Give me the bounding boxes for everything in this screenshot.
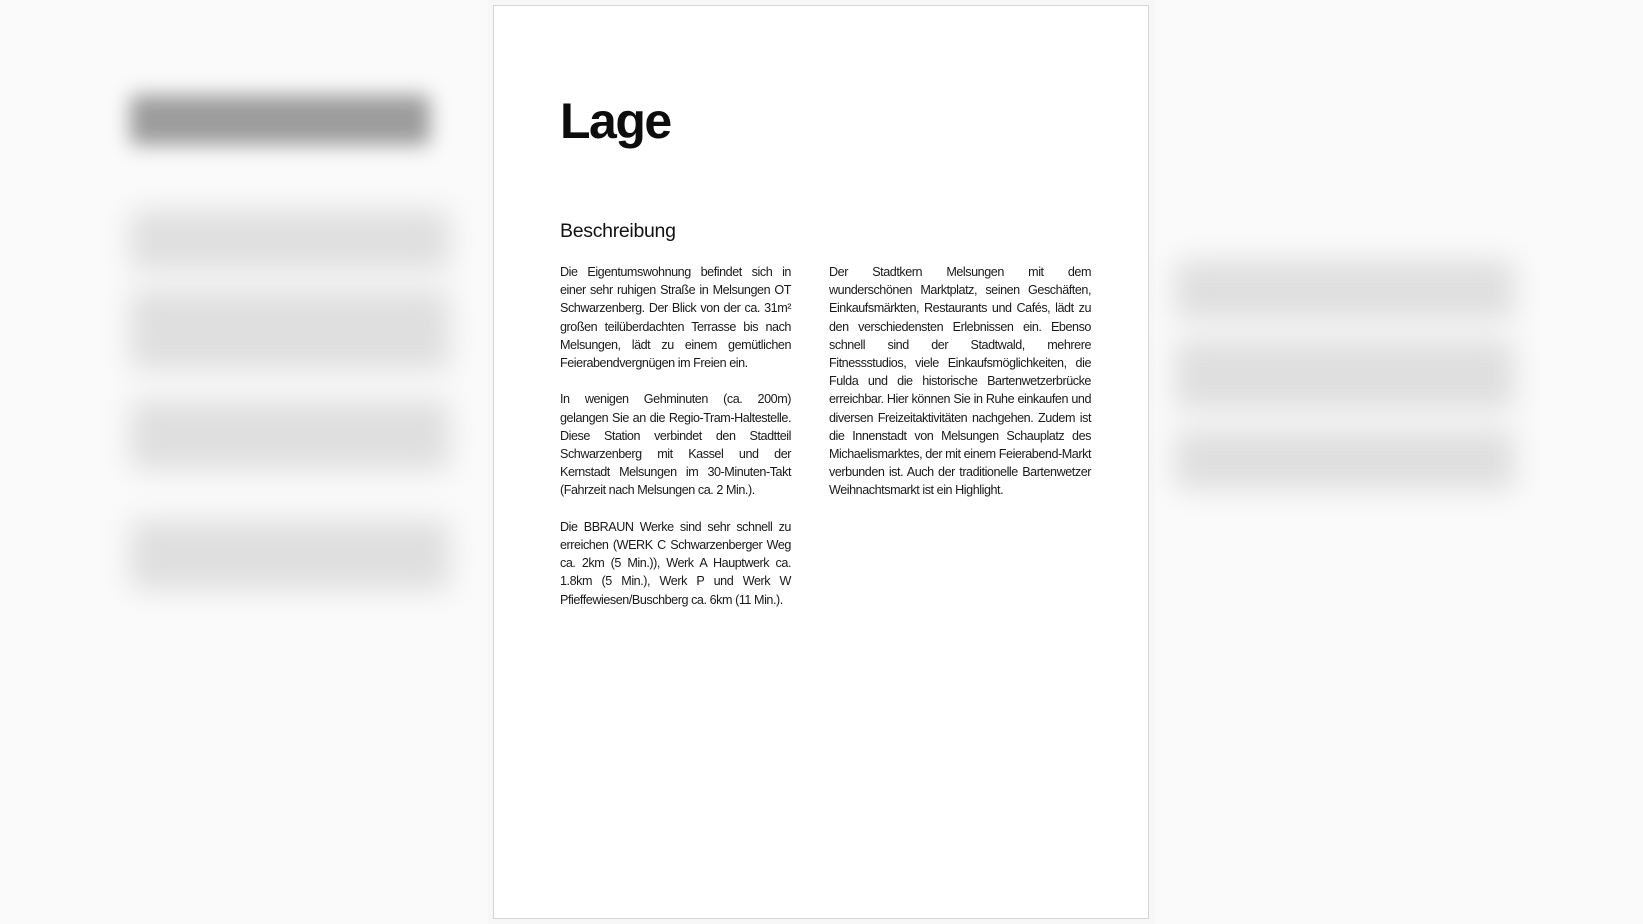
blurred-text-block (130, 290, 450, 370)
next-page-blurred (1155, 0, 1643, 924)
paragraph: Die BBRAUN Werke sind sehr schnell zu erreichen (WERK C Schwarzenberger Weg ca. 2km (5 Min.)), Werk A Hauptwerk ca. 1.8km (5 Min.), Werk P und Werk W Pfieffewiesen/Buschberg ca. 6km (11 Min.). (560, 519, 791, 607)
blurred-text-block (1175, 340, 1515, 410)
blurred-title (130, 95, 430, 145)
document-page (493, 5, 1149, 919)
paragraph: Die Eigentumswohnung befindet sich in einer sehr ruhigen Straße in Melsungen OT Schwarzenberg. Der Blick von der ca. 31m² großen teilüberdachten Terrasse bis nach Melsungen, lädt zu einem gemütlichen Feierabendvergnügen im Freien ein. (560, 265, 791, 371)
blurred-text-block (1175, 260, 1515, 320)
blurred-text-block (1175, 430, 1515, 490)
blurred-text-block (130, 520, 450, 590)
text-column-right (829, 263, 1091, 500)
blurred-text-block (130, 400, 450, 470)
paragraph: In wenigen Gehminuten (ca. 200m) gelangen Sie an die Regio-Tram-Haltestelle. Diese Station verbindet den Stadtteil Schwarzenberg mit Kassel und der Kernstadt Melsungen im 30-Minuten-Takt (Fahrzeit nach Melsungen ca. 2 Min.). (560, 392, 791, 498)
paragraph: Der Stadtkern Melsungen mit dem wunderschönen Marktplatz, seinen Geschäften, Einkaufsmärkten, Restaurants und Cafés, lädt zu den verschiedensten Erlebnissen ein. Ebenso schnell sind der Stadtwald, mehrere Fitnessstudios, viele Einkaufsmöglichkeiten, die Fulda und die historische Bartenwetzerbrücke erreichbar. Hier können Sie in Ruhe einkaufen und diversen Freizeitaktivitäten nachgehen. Zudem ist die Innenstadt von Melsungen Schauplatz des Michaelismarktes, der mit einem Feierabend-Markt verbunden ist. Auch der traditionelle Bartenwetzer Weihnachtsmarkt ist ein Highlight. (829, 265, 1091, 498)
page-title: Lage (560, 93, 671, 149)
blurred-text-block (130, 210, 450, 270)
previous-page-blurred (0, 0, 488, 924)
text-column-left (560, 263, 791, 609)
section-heading: Beschreibung (560, 220, 676, 242)
